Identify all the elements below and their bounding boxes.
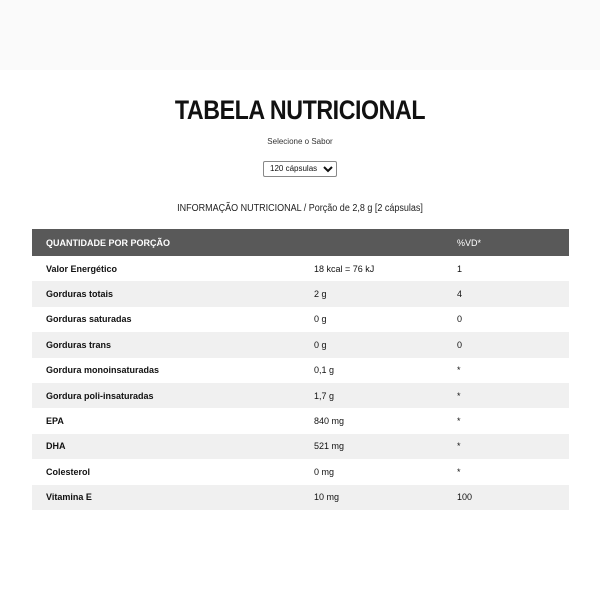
top-band xyxy=(0,0,600,70)
nutrient-name: Gorduras totais xyxy=(32,281,300,306)
page-title: TABELA NUTRICIONAL xyxy=(174,95,426,125)
table-row xyxy=(32,383,569,408)
header-daily-value: %VD* xyxy=(443,229,569,256)
nutrient-daily-value: * xyxy=(443,434,569,459)
nutrient-daily-value: 4 xyxy=(443,281,569,306)
nutrient-name: Gordura monoinsaturadas xyxy=(46,365,160,376)
nutrient-daily-value: * xyxy=(443,383,569,408)
nutrient-amount: 2 g xyxy=(300,281,443,306)
nutrient-name: Gorduras trans xyxy=(32,332,300,357)
table-row xyxy=(32,358,569,383)
nutrient-daily-value: * xyxy=(457,365,461,376)
table-row xyxy=(32,307,569,332)
nutrient-amount: 0,1 g xyxy=(314,365,335,376)
header-amount xyxy=(300,229,443,256)
table-row xyxy=(32,256,569,281)
nutrient-name: Gorduras saturadas xyxy=(46,314,132,325)
nutrient-daily-value: 0 xyxy=(457,314,463,325)
nutrient-daily-value: 100 xyxy=(443,485,569,510)
table-row xyxy=(32,459,569,484)
nutrient-name: EPA xyxy=(46,416,64,427)
nutrient-amount: 1,7 g xyxy=(300,383,443,408)
nutrient-name: Gordura poli-insaturadas xyxy=(32,383,300,408)
flavor-select[interactable] xyxy=(263,161,337,177)
nutrient-amount: 0 g xyxy=(314,314,327,325)
flavor-select-wrapper xyxy=(0,158,600,177)
table-row xyxy=(32,434,569,459)
nutrient-amount: 18 kcal = 76 kJ xyxy=(314,263,375,274)
table-row xyxy=(32,281,569,306)
nutrient-amount: 521 mg xyxy=(300,434,443,459)
nutrient-name: DHA xyxy=(32,434,300,459)
nutrient-name: Vitamina E xyxy=(32,485,300,510)
nutrient-daily-value: * xyxy=(457,416,461,427)
nutrient-daily-value: 1 xyxy=(457,263,463,274)
nutrient-name: Colesterol xyxy=(46,466,91,477)
table-header-row xyxy=(32,229,569,256)
table-row xyxy=(32,332,569,357)
nutrition-info-line: INFORMAÇÃO NUTRICIONAL / Porção de 2,8 g [2 cápsulas] xyxy=(177,203,423,214)
nutrient-daily-value: * xyxy=(457,466,461,477)
nutrient-amount: 0 mg xyxy=(314,466,335,477)
header-quantity-per-serving: QUANTIDADE POR PORÇÃO xyxy=(32,229,300,256)
flavor-label: Selecione o Sabor xyxy=(267,137,333,146)
nutrition-table xyxy=(32,229,569,510)
nutrient-amount: 10 mg xyxy=(300,485,443,510)
table-row xyxy=(32,408,569,433)
nutrient-name: Valor Energético xyxy=(46,263,118,274)
nutrient-amount: 840 mg xyxy=(314,416,345,427)
table-row xyxy=(32,485,569,510)
nutrient-daily-value: 0 xyxy=(443,332,569,357)
nutrient-amount: 0 g xyxy=(300,332,443,357)
